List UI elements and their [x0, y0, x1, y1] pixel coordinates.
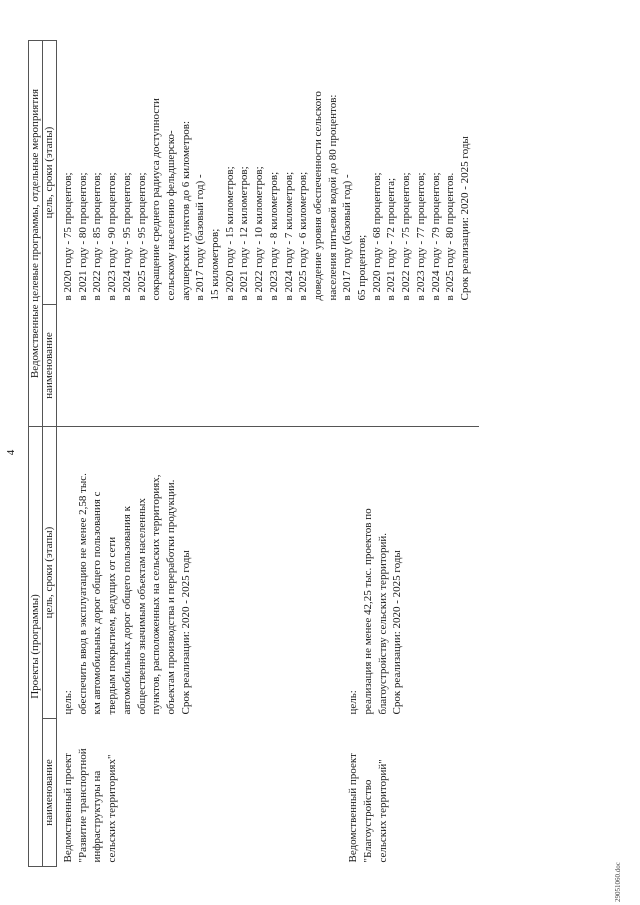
measures-group-header: Ведомственные целевые программы, отдельные мероприятия: [29, 41, 43, 427]
text-line: объектам производства и переработки продукции.: [164, 479, 177, 715]
text-line: сокращение среднего радиуса доступности: [150, 98, 163, 301]
text-line: сельских территориях": [106, 754, 119, 863]
text-line: пунктов, расположенных на сельских территориях,: [150, 474, 163, 715]
text-line: доведение уровня обеспеченности сельского: [311, 91, 324, 301]
text-line: в 2022 году - 10 километров;: [253, 166, 266, 301]
text-line: "Благоустройство: [361, 779, 374, 863]
page-number: 4: [5, 449, 17, 456]
text-line: общественно значимым объектам населенных: [135, 498, 148, 715]
project-goal-col-header: цель, сроки (этапы): [43, 427, 57, 719]
text-line: в 2022 году - 75 процентов;: [400, 172, 413, 301]
project-name-cell: [57, 719, 345, 867]
text-line: благоустройству сельских территорий.: [376, 532, 389, 715]
table-row: [57, 41, 345, 867]
text-line: в 2025 году - 80 процентов.: [444, 172, 457, 301]
text-line: в 2025 году - 6 километров;: [297, 171, 310, 301]
text-line: в 2023 году - 8 километров;: [267, 171, 280, 301]
text-line: акушерских пунктов до 6 километров:: [179, 120, 192, 301]
measure-name-cell: [57, 305, 479, 427]
projects-group-header: Проекты (программы): [29, 427, 43, 867]
programs-table: [28, 40, 479, 867]
text-line: в 2024 году - 7 километров;: [282, 171, 295, 301]
text-line: цель:: [62, 690, 74, 715]
project-name-cell: [344, 719, 479, 867]
text-line: в 2017 году (базовый год) -: [194, 174, 207, 301]
project-goal-cell: [57, 427, 345, 719]
text-line: км автомобильных дорог общего пользования с: [91, 491, 104, 715]
file-footer: 29051060.doc: [614, 862, 622, 902]
project-goal-cell: [344, 427, 479, 719]
project-name-col-header: наименование: [43, 719, 57, 867]
text-line: обеспечить ввод в эксплуатацию не менее 2,58 тыс.: [76, 473, 89, 715]
text-line: в 2017 году (базовый год) -: [341, 174, 354, 301]
text-line: "Развитие транспортной: [76, 748, 89, 863]
text-line: твердым покрытием, ведущих от сети: [106, 536, 119, 715]
text-line: Срок реализации: 2020 - 2025 годы: [179, 550, 192, 715]
text-line: в 2025 году - 95 процентов;: [135, 172, 148, 301]
text-line: в 2024 году - 79 процентов;: [429, 172, 442, 301]
text-line: сельскому населению фельдшерско-: [164, 130, 177, 301]
text-line: цель:: [347, 690, 360, 715]
text-line: 65 процентов;: [356, 234, 369, 301]
text-line: Ведомственный проект: [62, 753, 74, 863]
text-line: в 2023 году - 77 процентов;: [414, 172, 427, 301]
text-line: в 2022 году - 85 процентов;: [91, 172, 104, 301]
text-line: 15 километров;: [209, 228, 222, 301]
text-line: сельских территорий": [376, 759, 389, 863]
text-line: в 2020 году - 68 процентов;: [370, 172, 383, 301]
text-line: в 2020 году - 15 километров;: [223, 166, 236, 301]
text-line: реализация не менее 42,25 тыс. проектов по: [361, 508, 374, 715]
text-line: в 2020 году - 75 процентов;: [62, 172, 74, 301]
text-line: населения питьевой водой до 80 процентов:: [326, 94, 339, 301]
text-line: в 2021 году - 80 процентов;: [76, 172, 89, 301]
text-line: Срок реализации: 2020 - 2025 годы: [458, 136, 471, 301]
measure-goal-col-header: цель, сроки (этапы): [43, 41, 57, 305]
text-line: инфраструктуры на: [91, 770, 104, 863]
text-line: автомобильных дорог общего пользования к: [120, 506, 133, 715]
text-line: в 2023 году - 90 процентов;: [106, 172, 119, 301]
text-line: в 2021 году - 12 километров;: [238, 166, 251, 301]
measure-goal-cell: [57, 41, 479, 305]
text-line: в 2024 году - 95 процентов;: [120, 172, 133, 301]
text-line: Ведомственный проект: [347, 753, 360, 863]
text-line: Срок реализации: 2020 - 2025 годы: [391, 550, 404, 715]
measure-name-col-header: наименование: [43, 305, 57, 427]
text-line: в 2021 году - 72 процента;: [385, 177, 398, 301]
